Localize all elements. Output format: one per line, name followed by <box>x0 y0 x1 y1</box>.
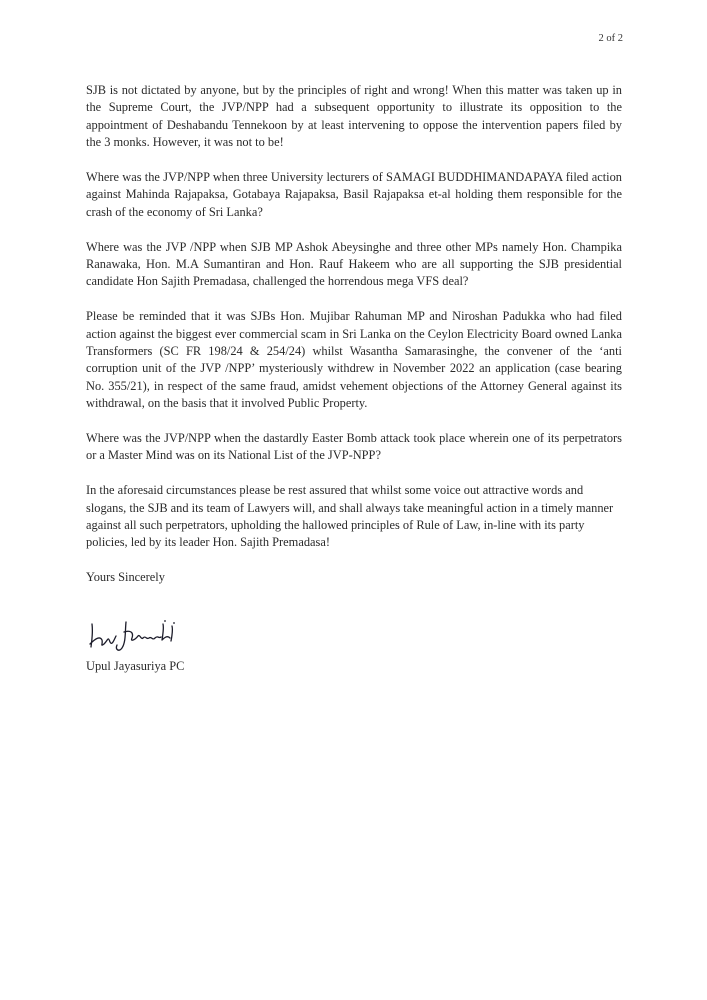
paragraph-2: Where was the JVP/NPP when three University lecturers of SAMAGI BUDDHIMANDAPAYA filed action against Mahinda Rajapaksa, Gotabaya Rajapaksa, Basil Rajapaksa et-al holding them responsible for the crash of the economy of Sri Lanka? <box>86 170 622 219</box>
paragraph-3: Where was the JVP /NPP when SJB MP Ashok Abeysinghe and three other MPs namely Hon. Champika Ranawaka, Hon. M.A Sumantiran and Hon. Rauf Hakeem who are all supporting the SJB presidential candidate Hon Sajith Premadasa, challenged the horrendous mega VFS deal? <box>86 239 622 289</box>
closing-salutation: Yours Sincerely <box>86 570 165 585</box>
letter-body <box>86 82 622 587</box>
paragraph-6: In the aforesaid circumstances please be rest assured that whilst some voice out attractive words and slogans, the SJB and its team of Lawyers will, and shall always take meaningful action in a timely manner against all such perpetrators, upholding the hallowed principles of Rule of Law, in-line with its party policies, led by its leader Hon. Sajith Premadasa! <box>86 483 614 550</box>
signer-name: Upul Jayasuriya PC <box>86 659 185 673</box>
paragraph-1: SJB is not dictated by anyone, but by the principles of right and wrong! When this matter was taken up in the Supreme Court, the JVP/NPP had a subsequent opportunity to illustrate its opposition to the appointment of Deshabandu Tennekoon by at least intervening to oppose the intervention papers filed by the 3 monks. However, it was not to be! <box>86 83 622 150</box>
signature-icon <box>86 614 186 654</box>
page-number: 2 of 2 <box>598 33 623 44</box>
paragraph-4: Please be reminded that it was SJBs Hon. Mujibar Rahuman MP and Niroshan Padukka who had filed action against the biggest ever commercial scam in Sri Lanka on the Ceylon Electricity Board owned Lanka Transformers (SC FR 198/24 & 254/24) whilst Wasantha Samarasinghe, the convener of the ‘anti corruption unit of the JVP /NPP’ mysteriously withdrew in November 2022 an application (case bearing No. 355/21), in respect of the same fraud, amidst vehement objections of the Attorney General against its withdrawal, on the basis that it involved Public Property. <box>86 309 622 411</box>
paragraph-5: Where was the JVP/NPP when the dastardly Easter Bomb attack took place wherein one of its perpetrators or a Master Mind was on its National List of the JVP-NPP? <box>86 431 622 463</box>
